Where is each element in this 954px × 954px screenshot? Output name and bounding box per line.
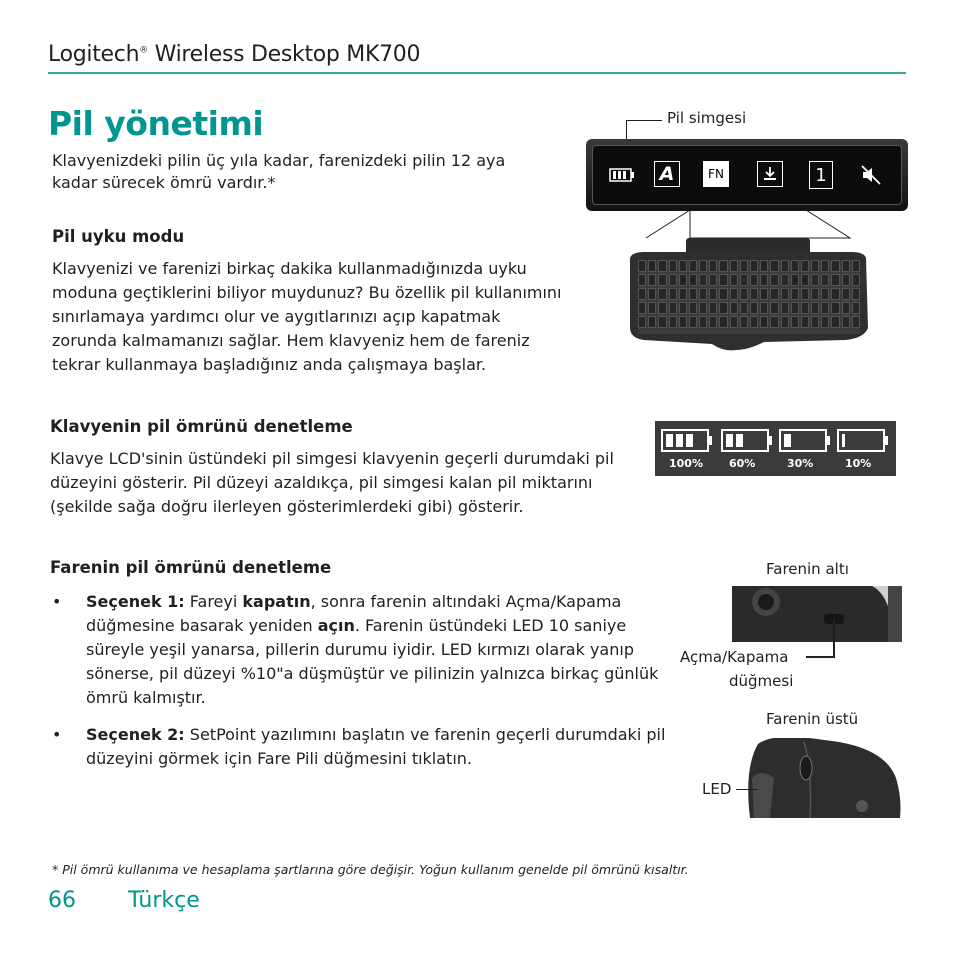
- keyboard-key: [791, 288, 799, 300]
- keyboard-key: [709, 274, 717, 286]
- option-1-text-a: Fareyi: [184, 592, 243, 611]
- keyboard-key: [842, 288, 850, 300]
- caption-leader-line: [626, 120, 662, 121]
- battery-level-icon: [661, 429, 715, 453]
- keyboard-key: [801, 288, 809, 300]
- keyboard-key: [750, 302, 758, 314]
- keyboard-key: [801, 260, 809, 272]
- keyboard-key: [730, 288, 738, 300]
- keyboard-key: [842, 274, 850, 286]
- led-leader-line: [736, 789, 758, 790]
- keyboard-key: [750, 316, 758, 328]
- keyboard-key: [679, 288, 687, 300]
- keyboard-key: [811, 288, 819, 300]
- keyboard-key: [791, 274, 799, 286]
- keyboard-key: [719, 316, 727, 328]
- caps-lock-icon: A: [654, 161, 680, 187]
- keyboard-key: [689, 316, 697, 328]
- lcd-screen: [592, 145, 902, 205]
- power-button-leader-line: [806, 656, 835, 658]
- battery-level-icon: [779, 429, 833, 453]
- keyboard-key: [638, 260, 646, 272]
- keyboard-key: [719, 302, 727, 314]
- keyboard-key: [811, 302, 819, 314]
- fn-lock-icon: FN: [703, 161, 729, 187]
- product-name: Wireless Desktop MK700: [154, 42, 421, 67]
- header-title: [48, 42, 420, 67]
- battery-icon-caption: Pil simgesi: [667, 109, 747, 127]
- keyboard-key: [760, 316, 768, 328]
- keyboard-key: [689, 302, 697, 314]
- keyboard-key: [699, 260, 707, 272]
- battery-level-label: 30%: [787, 457, 814, 470]
- keyboard-key: [730, 302, 738, 314]
- keyboard-key: [719, 260, 727, 272]
- keyboard-key: [831, 288, 839, 300]
- intro-text: Klavyenizdeki pilin üç yıla kadar, farenizdeki pilin 12 aya kadar sürecek ömrü vardır.*: [52, 151, 506, 192]
- keyboard-key: [719, 288, 727, 300]
- keyboard-key: [801, 316, 809, 328]
- keyboard-key: [689, 274, 697, 286]
- keyboard-key: [709, 260, 717, 272]
- keyboard-key: [740, 274, 748, 286]
- brand-name: Logitech: [48, 42, 140, 67]
- keyboard-key: [638, 274, 646, 286]
- keyboard-lcd-panel: [586, 139, 908, 211]
- keyboard-key: [658, 288, 666, 300]
- keyboard-key: [831, 302, 839, 314]
- keyboard-key: [730, 260, 738, 272]
- keyboard-key: [648, 274, 656, 286]
- keyboard-key: [852, 302, 860, 314]
- keyboard-key: [781, 288, 789, 300]
- keyboard-key: [658, 274, 666, 286]
- scroll-lock-icon: [757, 161, 783, 187]
- keyboard-key: [658, 316, 666, 328]
- keyboard-key: [730, 274, 738, 286]
- keyboard-key: [719, 274, 727, 286]
- keyboard-key: [770, 260, 778, 272]
- keyboard-key: [740, 302, 748, 314]
- keyboard-key: [740, 260, 748, 272]
- keyboard-key: [821, 274, 829, 286]
- keyboard-key: [791, 316, 799, 328]
- keyboard-key: [638, 302, 646, 314]
- keyboard-key: [821, 316, 829, 328]
- keyboard-key: [669, 316, 677, 328]
- keyboard-key: [842, 260, 850, 272]
- power-button-leader-line: [833, 618, 835, 658]
- keyboard-key: [699, 288, 707, 300]
- keyboard-key: [831, 274, 839, 286]
- keyboard-key: [811, 316, 819, 328]
- keyboard-key: [669, 260, 677, 272]
- keyboard-key: [770, 302, 778, 314]
- led-caption: LED: [702, 780, 732, 798]
- keyboard-key: [648, 260, 656, 272]
- battery-level-label: 60%: [729, 457, 756, 470]
- battery-level-item: [779, 429, 833, 453]
- battery-icon: [608, 161, 636, 189]
- keyboard-key: [689, 288, 697, 300]
- keyboard-key: [781, 260, 789, 272]
- option-1-text-c: . Farenin üstündeki LED 10 saniye süreyle yeşil yanarsa, pillerin durumu iyidir. LED kırmızı olarak yanıp sönerse, pil düzeyi %10"a düşmüştür ve pilinizin yalnızca birkaç günlük ömrü kalmıştır.: [86, 616, 659, 707]
- keyboard-key: [750, 288, 758, 300]
- page-number: 66: [48, 888, 76, 913]
- keyboard-check-heading: Klavyenin pil ömrünü denetleme: [50, 417, 353, 436]
- battery-level-item: [837, 429, 891, 453]
- keyboard-key: [770, 274, 778, 286]
- bullet-icon: •: [52, 592, 62, 611]
- battery-level-label: 10%: [845, 457, 872, 470]
- keyboard-key: [669, 302, 677, 314]
- keyboard-key: [760, 288, 768, 300]
- keyboard-key: [821, 288, 829, 300]
- num-lock-icon: 1: [809, 161, 833, 189]
- keyboard-key: [760, 260, 768, 272]
- sleep-mode-heading: Pil uyku modu: [52, 227, 185, 246]
- battery-levels-row: [655, 421, 896, 476]
- keyboard-key: [679, 274, 687, 286]
- keyboard-key: [679, 316, 687, 328]
- keyboard-key: [831, 260, 839, 272]
- keyboard-key: [679, 260, 687, 272]
- battery-levels-panel: [655, 421, 896, 476]
- keyboard-key: [750, 274, 758, 286]
- keyboard-key: [699, 274, 707, 286]
- mouse-top-caption: Farenin üstü: [766, 710, 859, 728]
- keyboard-key: [648, 302, 656, 314]
- keyboard-key: [781, 274, 789, 286]
- keyboard-key: [801, 274, 809, 286]
- keyboard-key: [852, 260, 860, 272]
- keyboard-key: [821, 302, 829, 314]
- keyboard-key: [638, 288, 646, 300]
- keyboard-key: [842, 302, 850, 314]
- keyboard-key: [821, 260, 829, 272]
- option-2-item: [52, 723, 672, 771]
- keyboard-key: [852, 288, 860, 300]
- keyboard-key: [791, 302, 799, 314]
- header-rule: [48, 72, 906, 74]
- keyboard-key: [760, 302, 768, 314]
- keyboard-key: [831, 316, 839, 328]
- option-1-bold-b: açın: [317, 616, 355, 635]
- battery-level-icon: [721, 429, 775, 453]
- keyboard-key: [679, 302, 687, 314]
- option-1-item: [52, 590, 672, 710]
- keyboard-key: [801, 302, 809, 314]
- option-1-label: Seçenek 1:: [86, 592, 185, 611]
- keyboard-key: [669, 288, 677, 300]
- keyboard-key: [740, 316, 748, 328]
- keyboard-key: [811, 260, 819, 272]
- keyboard-key: [852, 274, 860, 286]
- option-2-text: SetPoint yazılımını başlatın ve farenin geçerli durumdaki pil düzeyini görmek için Fare Pili düğmesini tıklatın.: [86, 725, 666, 768]
- keyboard-key: [770, 288, 778, 300]
- footnote: * Pil ömrü kullanıma ve hesaplama şartlarına göre değişir. Yoğun kullanım genelde pil ömrünü kısaltır.: [52, 862, 689, 877]
- keyboard-key: [842, 316, 850, 328]
- keyboard-key: [852, 316, 860, 328]
- mouse-check-heading: Farenin pil ömrünü denetleme: [50, 558, 332, 577]
- trademark-symbol: ®: [139, 45, 148, 56]
- battery-level-label: 100%: [669, 457, 703, 470]
- keyboard-key: [699, 302, 707, 314]
- keyboard-key: [689, 260, 697, 272]
- key-grid: [638, 260, 860, 334]
- mouse-top-photo: [744, 738, 906, 818]
- keyboard-illustration: [624, 210, 872, 360]
- keyboard-key: [760, 274, 768, 286]
- battery-level-item: [661, 429, 715, 453]
- keyboard-key: [669, 274, 677, 286]
- keyboard-key: [770, 316, 778, 328]
- keyboard-key: [658, 302, 666, 314]
- keyboard-key: [658, 260, 666, 272]
- battery-level-icon: [837, 429, 891, 453]
- bullet-icon: •: [52, 725, 62, 744]
- keyboard-check-text: Klavye LCD'sinin üstündeki pil simgesi klavyenin geçerli durumdaki pil düzeyini gösterir. Pil düzeyi azaldıkça, pil simgesi kalan pil miktarını (şekilde sağa doğru ilerleyen gösterimlerdeki gibi) gösterir.: [50, 449, 614, 516]
- mouse-bottom-caption: Farenin altı: [766, 560, 849, 578]
- keyboard-key: [791, 260, 799, 272]
- keyboard-key: [648, 316, 656, 328]
- mute-icon: [857, 161, 885, 189]
- keyboard-key: [750, 260, 758, 272]
- keyboard-key: [638, 316, 646, 328]
- keyboard-key: [709, 302, 717, 314]
- keyboard-key: [811, 274, 819, 286]
- page-title: Pil yönetimi: [48, 104, 264, 143]
- keyboard-key: [709, 316, 717, 328]
- option-1-bold-a: kapatın: [242, 592, 311, 611]
- keyboard-key: [730, 316, 738, 328]
- keyboard-key: [699, 316, 707, 328]
- power-button-caption: Açma/Kapama: [680, 648, 789, 666]
- sleep-mode-text: Klavyenizi ve farenizi birkaç dakika kullanmadığınızda uyku moduna geçtiklerini biliyor muydunuz? Bu özellik pil kullanımını sınırlamaya yardımcı olur ve aygıtlarınızı açıp kapatmak zorunda kalmamanızı sağlar. Hem klavyeniz hem de fareniz tekrar kullanmaya başladığınız anda çalışmaya başlar.: [52, 259, 562, 374]
- option-1-text-b: , sonra farenin altındaki Açma/Kapama düğmesine basarak yeniden: [86, 592, 622, 635]
- keyboard-key: [781, 316, 789, 328]
- keyboard-key: [648, 288, 656, 300]
- keyboard-key: [781, 302, 789, 314]
- power-button-caption-2: düğmesi: [729, 672, 794, 690]
- language-label: Türkçe: [128, 888, 200, 913]
- battery-level-item: [721, 429, 775, 453]
- option-2-label: Seçenek 2:: [86, 725, 185, 744]
- keyboard-key: [709, 288, 717, 300]
- mouse-bottom-photo: [732, 586, 902, 642]
- keyboard-key: [740, 288, 748, 300]
